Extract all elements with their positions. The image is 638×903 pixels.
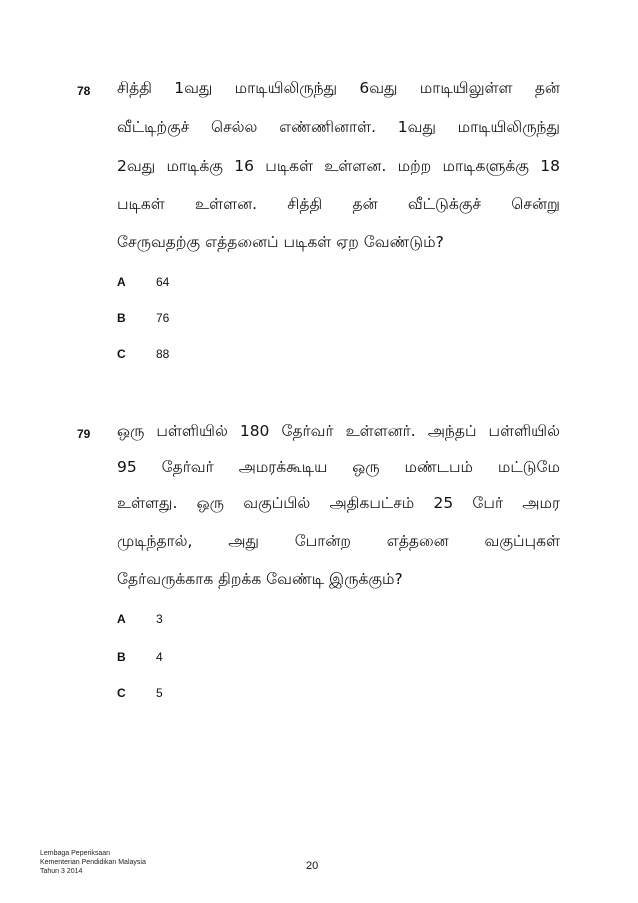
question-text-line <box>117 195 560 215</box>
question-text-line: சேருவதற்கு எத்தனைப் படிகள் ஏற வேண்டும்? <box>117 233 444 251</box>
word: பள்ளியில் <box>156 422 228 440</box>
word: மாடிக்கு <box>166 157 223 175</box>
word: பேர் <box>472 494 504 512</box>
word: 6வது <box>359 79 398 97</box>
word: எண்ணினாள். <box>279 118 377 136</box>
option-value: 3 <box>156 612 163 626</box>
word: மட்டுமே <box>497 458 560 476</box>
footer-line: Lembaga Peperiksaan <box>40 850 111 857</box>
option-label: A <box>117 275 126 289</box>
question-text-line <box>117 118 560 138</box>
word: 1வது <box>397 118 436 136</box>
page-number: 20 <box>306 860 319 872</box>
word: உள்ளனர். <box>345 422 416 440</box>
word: வகுப்புகள் <box>484 532 560 550</box>
word: எத்தனை <box>386 532 449 550</box>
question-number: 79 <box>77 427 91 441</box>
footer-publisher <box>40 849 146 876</box>
word: 180 <box>239 422 270 440</box>
option-value: 4 <box>156 650 163 664</box>
word: அந்தப் <box>427 422 477 440</box>
word: உள்ளன. <box>324 157 387 175</box>
word: 1வது <box>174 79 213 97</box>
word: வீட்டிற்குச் <box>117 118 190 136</box>
option-value: 64 <box>156 275 170 289</box>
option-label: B <box>117 650 126 664</box>
word: ஒரு <box>196 494 224 512</box>
word: சித்தி <box>287 195 323 213</box>
word: செல்ல <box>211 118 258 136</box>
word: மாடியிலிருந்து <box>234 79 338 97</box>
word: அமர <box>522 494 560 512</box>
question-text-line <box>117 494 560 514</box>
word: 2வது <box>117 157 156 175</box>
word: உள்ளது. <box>117 494 178 512</box>
word: தன் <box>534 79 560 97</box>
option-value: 5 <box>156 686 163 700</box>
option-label: B <box>117 311 126 325</box>
word: வகுப்பில் <box>243 494 311 512</box>
word: மற்ற <box>397 157 432 175</box>
option-value: 88 <box>156 347 170 361</box>
word: மாடியிலிருந்து <box>457 118 560 136</box>
question-text-line <box>117 79 560 99</box>
word: தன் <box>352 195 378 213</box>
question-text-line <box>117 532 560 552</box>
word: சித்தி <box>117 79 152 97</box>
word: போன்ற <box>294 532 351 550</box>
word: பள்ளியில் <box>488 422 560 440</box>
word: அமரக்கூடிய <box>238 458 328 476</box>
word: ஒரு <box>352 458 380 476</box>
word: வீட்டுக்குச் <box>407 195 482 213</box>
question-text-line <box>117 422 560 442</box>
word: தேர்வர் <box>281 422 334 440</box>
word: 16 <box>234 157 254 175</box>
word: உள்ளன. <box>195 195 258 213</box>
word: 95 <box>117 458 137 476</box>
word: படிகள் <box>265 157 314 175</box>
word: ஒரு <box>117 422 145 440</box>
word: 18 <box>540 157 560 175</box>
option-value: 76 <box>156 311 170 325</box>
question-number: 78 <box>77 84 91 98</box>
word: 25 <box>433 494 454 512</box>
word: சென்று <box>511 195 560 213</box>
option-label: C <box>117 686 126 700</box>
word: மாடிகளுக்கு <box>442 157 529 175</box>
footer-line: Kementerian Pendidikan Malaysia <box>40 859 146 866</box>
word: மண்டபம் <box>404 458 474 476</box>
word: அது <box>228 532 259 550</box>
option-label: C <box>117 347 126 361</box>
question-text-line: தேர்வருக்காக திறக்க வேண்டி இருக்கும்? <box>117 570 403 588</box>
option-label: A <box>117 612 126 626</box>
word: படிகள் <box>117 195 165 213</box>
footer-line: Tahun 3 2014 <box>40 868 83 875</box>
word: அதிகபட்சம் <box>329 494 415 512</box>
question-text-line <box>117 458 560 478</box>
word: தேர்வர் <box>161 458 214 476</box>
word: முடிந்தால், <box>117 532 193 550</box>
word: மாடியிலுள்ள <box>419 79 513 97</box>
question-text-line <box>117 157 560 177</box>
